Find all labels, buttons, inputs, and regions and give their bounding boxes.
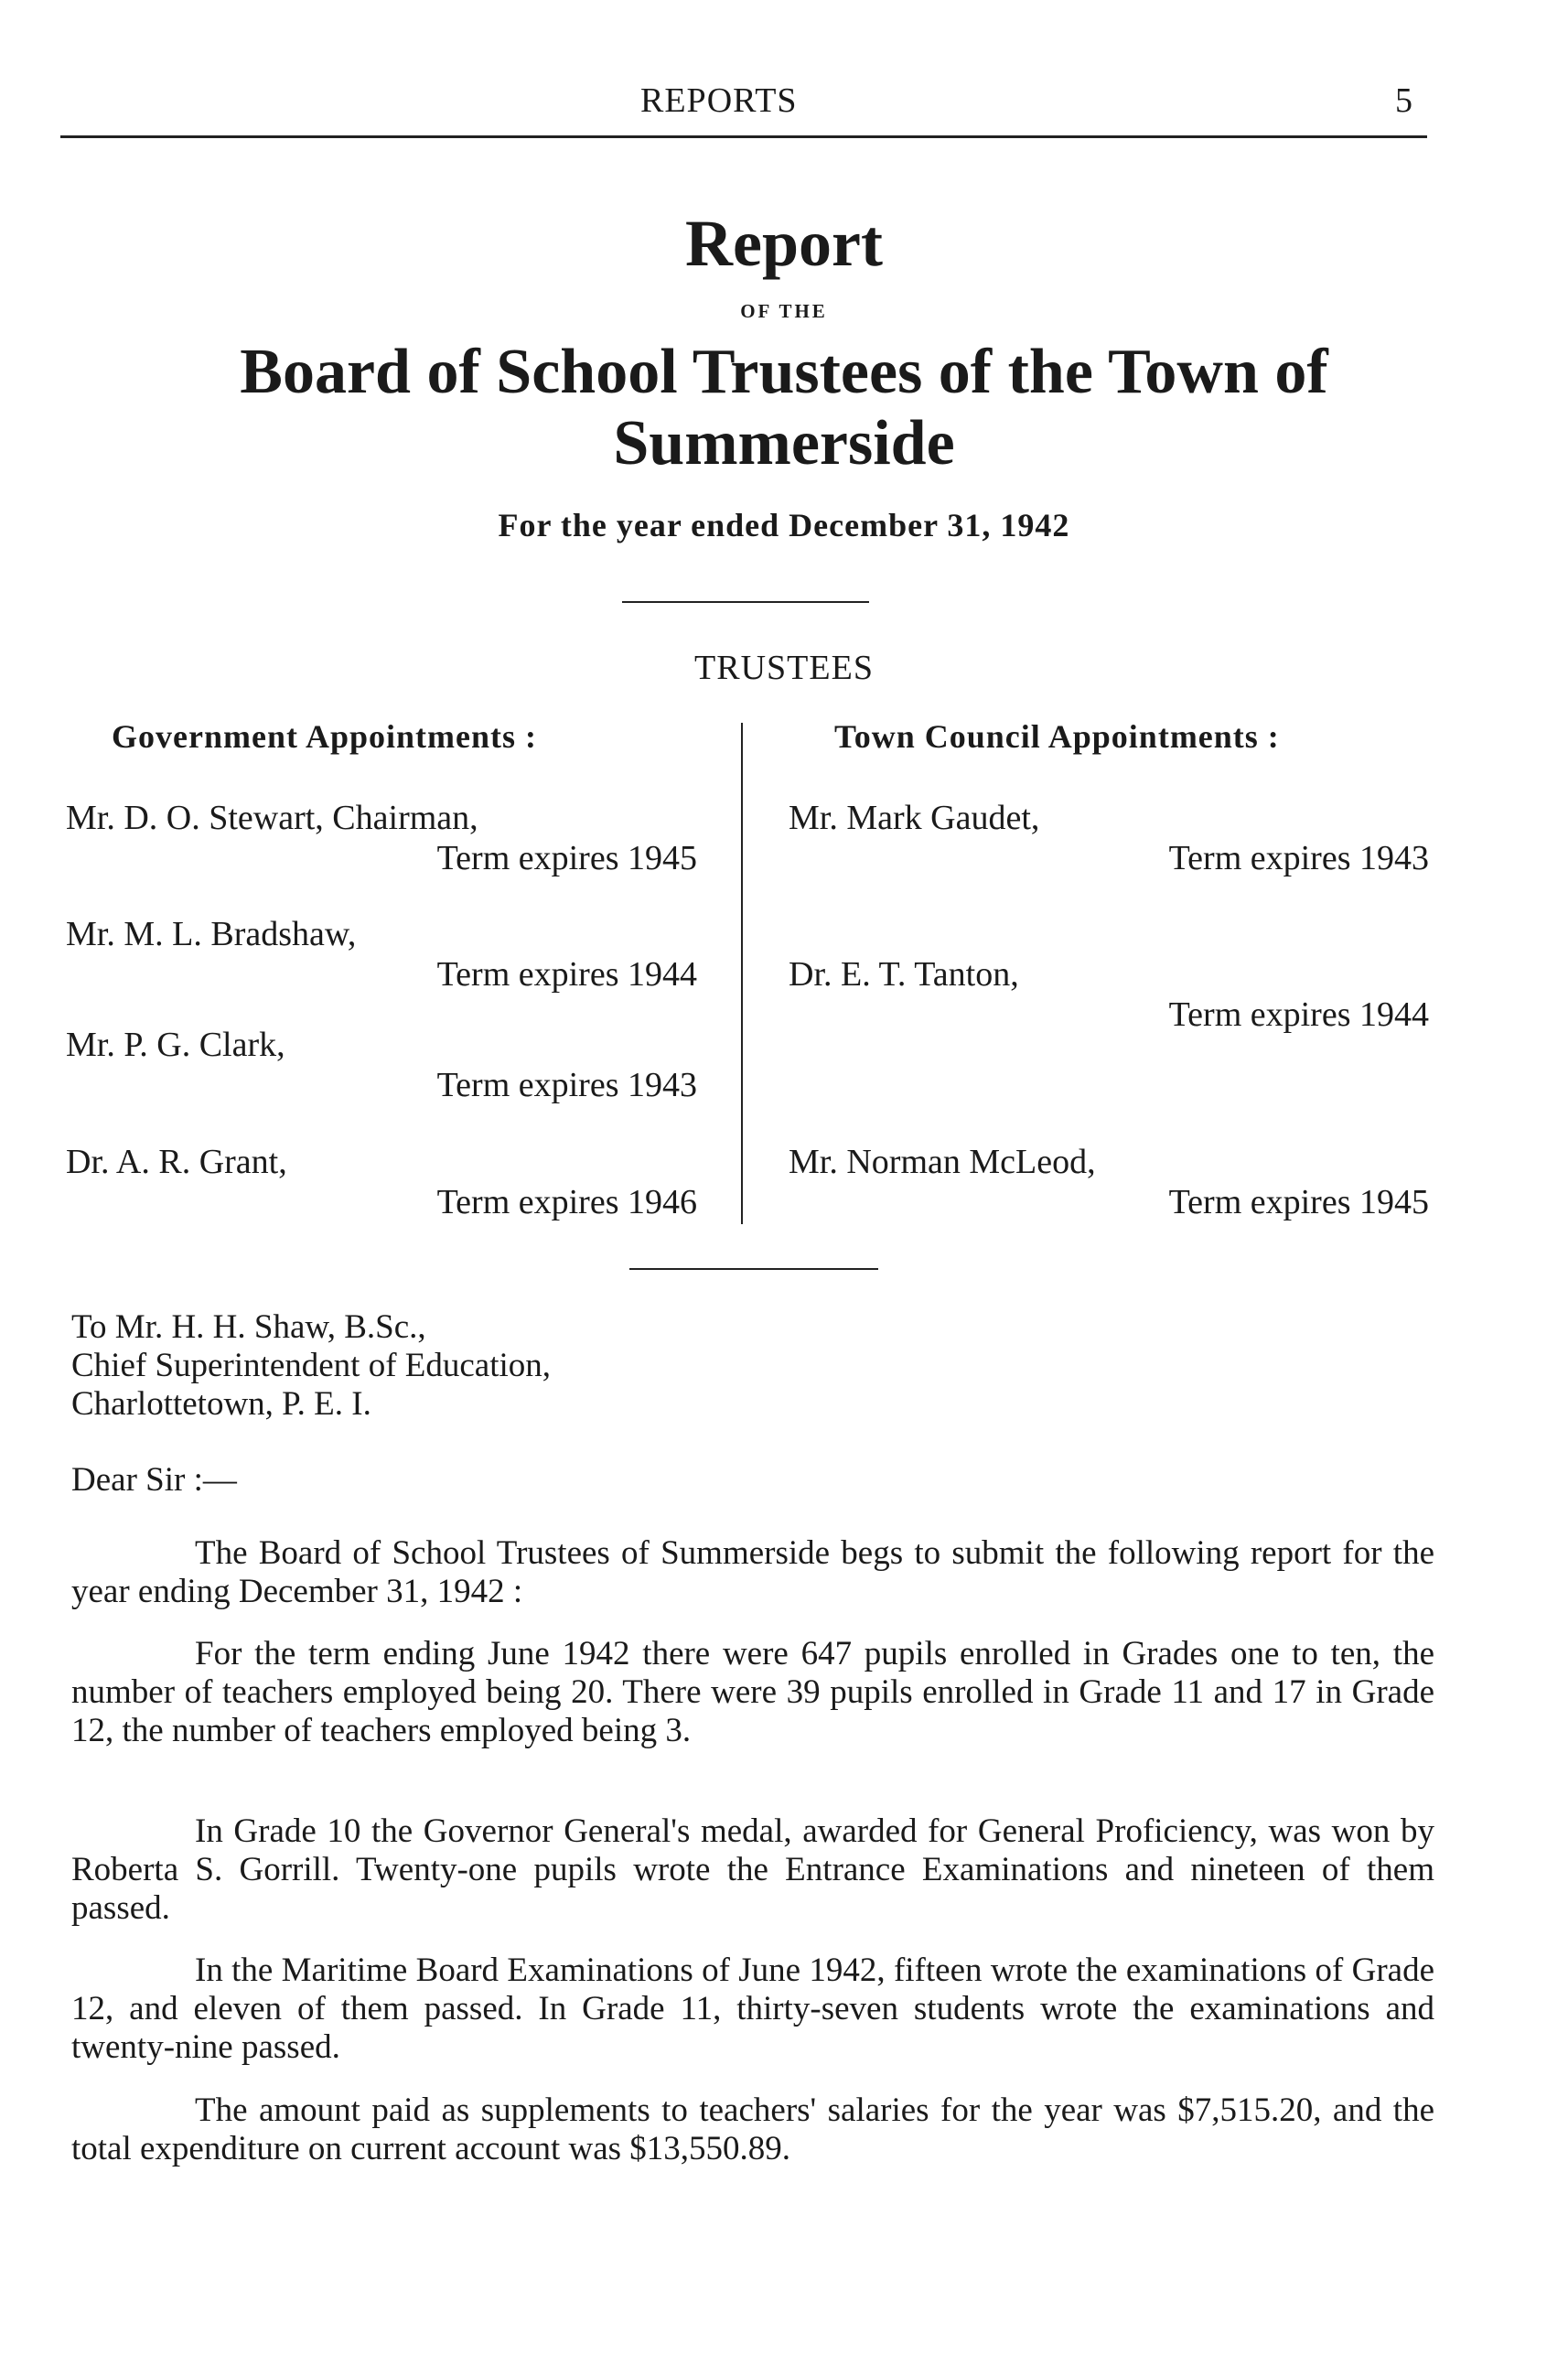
government-appointments-heading: Government Appointments : (112, 718, 537, 755)
paragraph-text: For the term ending June 1942 there were 647 pupils enrolled in Grades one to ten, the number of teachers employed being 20. There were 39 pupils enrolled in Grade 11 and 17 in Grade 12, the number of teachers employed being 3. (71, 1635, 1434, 1749)
board-title-line-2: Summerside (613, 408, 955, 479)
paragraph (71, 1952, 1434, 2067)
member-name: Dr. A. R. Grant, (66, 1143, 287, 1181)
town-council-member (789, 798, 1429, 878)
government-member (66, 1025, 697, 1105)
trustees-heading: TRUSTEES (694, 649, 874, 687)
government-member (66, 914, 697, 995)
member-term: Term expires 1945 (1168, 1183, 1429, 1221)
salutation: Dear Sir :— (71, 1461, 237, 1499)
member-name: Mr. D. O. Stewart, Chairman, (66, 799, 478, 837)
of-the-label: OF THE (740, 300, 828, 322)
running-title: REPORTS (640, 81, 798, 120)
address-line: To Mr. H. H. Shaw, B.Sc., (71, 1308, 426, 1346)
government-member (66, 798, 697, 878)
paragraph (71, 1812, 1434, 1928)
address-block (71, 1308, 551, 1424)
member-term: Term expires 1946 (436, 1183, 697, 1221)
member-term: Term expires 1943 (1168, 839, 1429, 877)
address-line: Chief Superintendent of Education, (71, 1347, 552, 1384)
member-term: Term expires 1945 (436, 839, 697, 877)
member-term: Term expires 1944 (1168, 995, 1429, 1034)
column-divider (741, 723, 743, 1224)
report-title: Report (685, 207, 883, 280)
member-name: Mr. M. L. Bradshaw, (66, 915, 357, 953)
paragraph (71, 1635, 1434, 1750)
town-council-appointments-heading: Town Council Appointments : (834, 718, 1280, 755)
page-number: 5 (1395, 81, 1413, 120)
header-rule (60, 135, 1427, 138)
paragraph (71, 1534, 1434, 1611)
paragraph-text: The Board of School Trustees of Summerside begs to submit the following report for the year ending December 31, 1942 : (71, 1534, 1434, 1610)
board-title-line-1: Board of School Trustees of the Town of (240, 337, 1328, 407)
member-term: Term expires 1943 (436, 1066, 697, 1104)
government-member (66, 1142, 697, 1222)
town-council-member (789, 1142, 1429, 1222)
paragraph (71, 2092, 1434, 2168)
address-line: Charlottetown, P. E. I. (71, 1385, 371, 1423)
trustees-divider (629, 1268, 878, 1270)
member-name: Dr. E. T. Tanton, (789, 955, 1019, 994)
title-divider (622, 601, 869, 603)
year-ended-line: For the year ended December 31, 1942 (498, 507, 1070, 543)
member-name: Mr. P. G. Clark, (66, 1026, 285, 1064)
paragraph-text: In the Maritime Board Examinations of June 1942, fifteen wrote the examinations of Grade 12, and eleven of them passed. In Grade 11, thirty-seven students wrote the examinations and twenty-nine passed. (71, 1952, 1434, 2066)
town-council-member (789, 954, 1429, 1035)
paragraph-text: The amount paid as supplements to teachers' salaries for the year was $7,515.20, and the total expenditure on current account was $13,550.89. (71, 2092, 1434, 2167)
paragraph-text: In Grade 10 the Governor General's medal, awarded for General Proficiency, was won by Roberta S. Gorrill. Twenty-one pupils wrote the Entrance Examinations and nineteen of them passed. (71, 1812, 1434, 1927)
member-name: Mr. Norman McLeod, (789, 1143, 1096, 1181)
member-term: Term expires 1944 (436, 955, 697, 994)
member-name: Mr. Mark Gaudet, (789, 799, 1040, 837)
